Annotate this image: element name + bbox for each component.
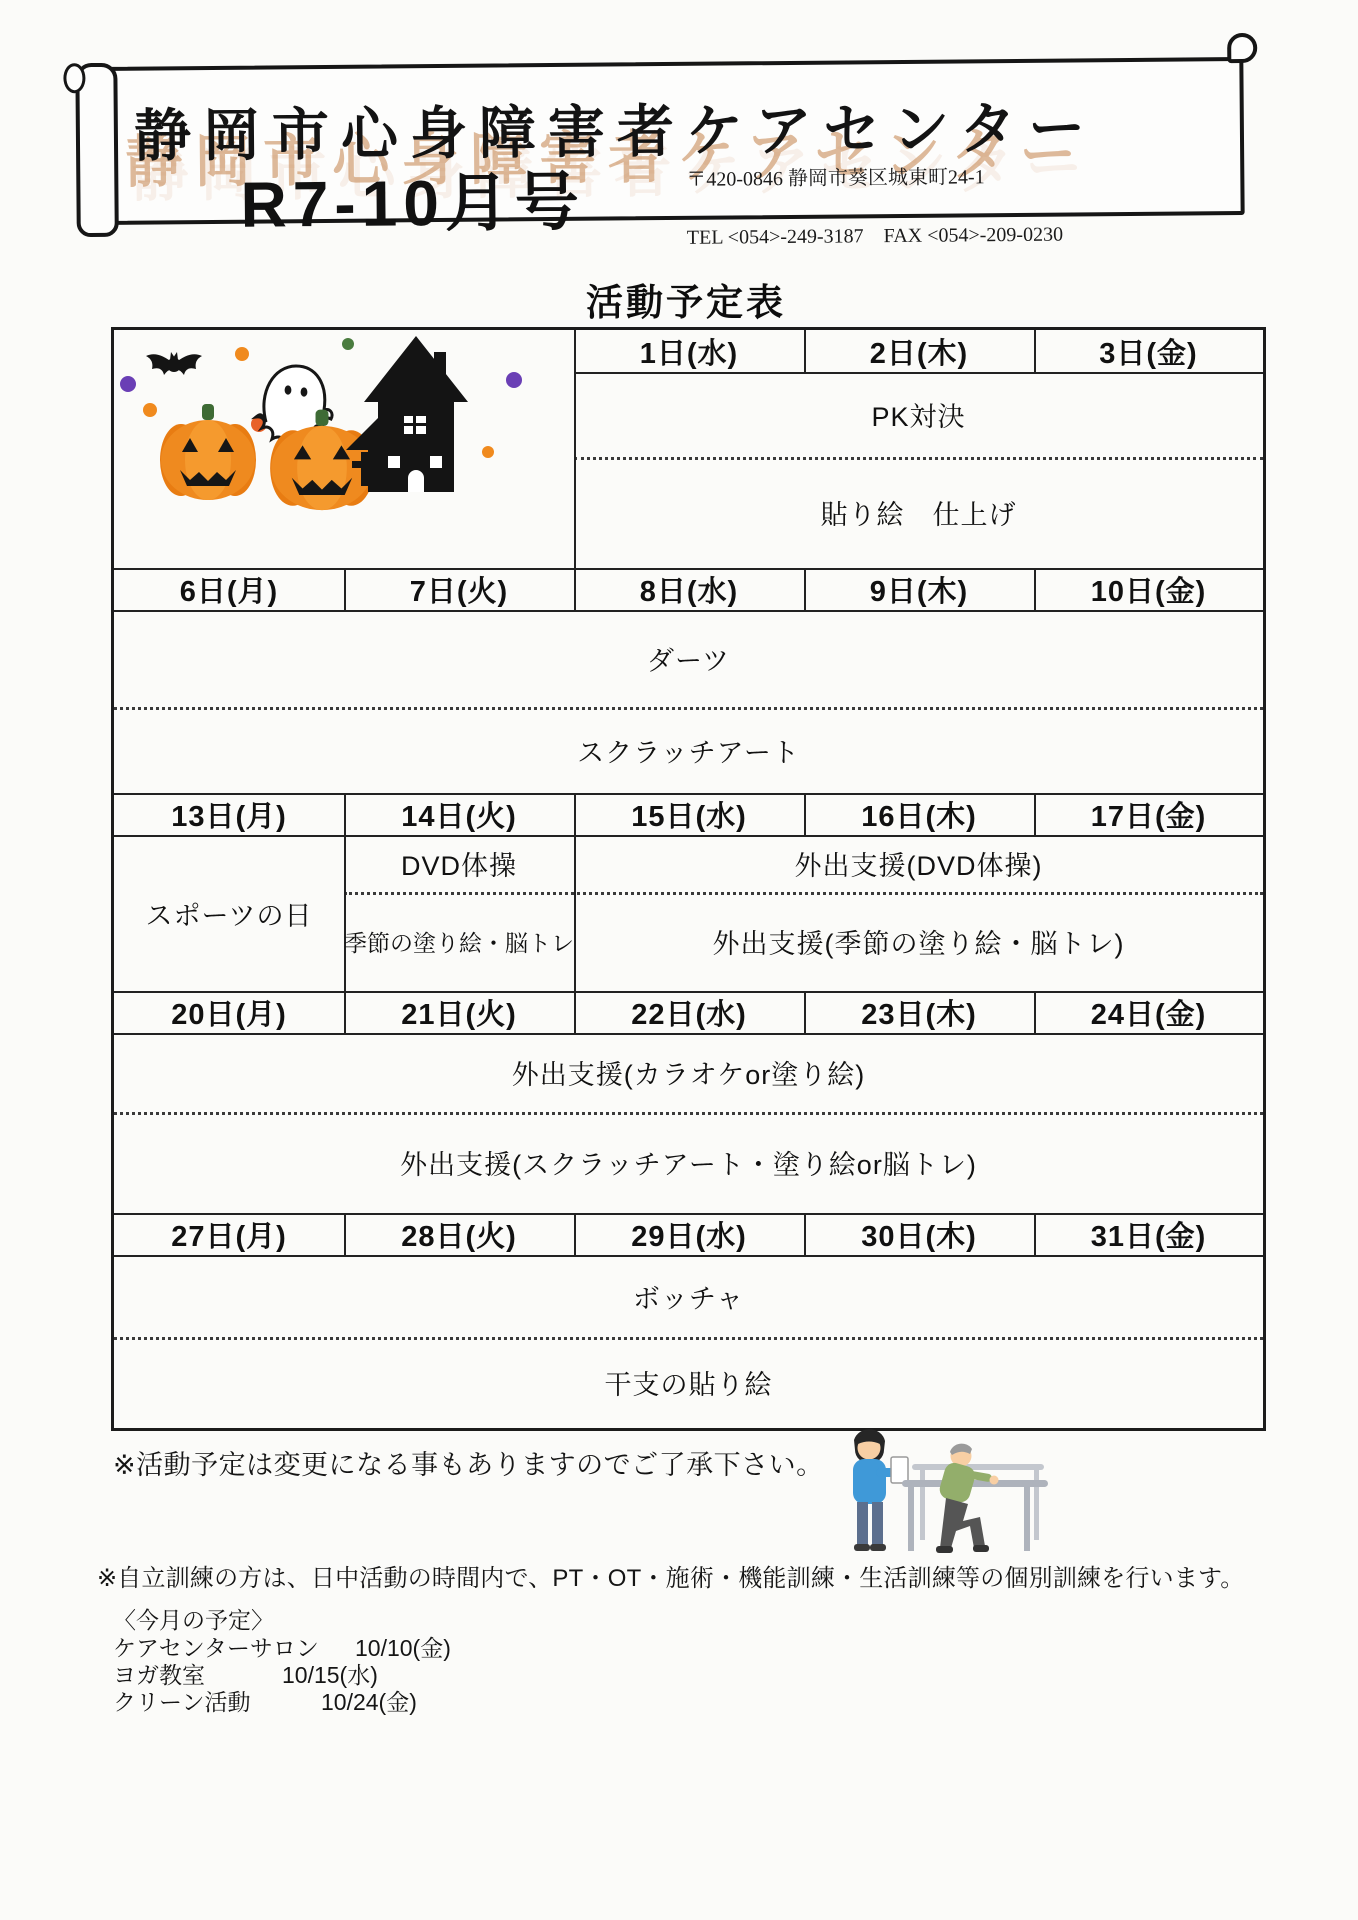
day-header-oct17: 17日(金) [1090, 800, 1207, 833]
day-header-oct10: 10日(金) [1090, 575, 1207, 608]
day-header-oct7: 7日(火) [409, 575, 509, 608]
address-block [686, 161, 1207, 253]
schedule-title: 活動予定表 [586, 282, 786, 323]
plan-item-date: 10/24(金) [321, 1689, 417, 1715]
plan-item-name: ヨガ教室 [113, 1662, 205, 1688]
day-header-oct29: 29日(水) [631, 1220, 747, 1253]
scroll-left-roll-icon [75, 63, 119, 237]
plan-item-date: 10/10(金) [355, 1635, 451, 1661]
day-header-oct13: 13日(月) [171, 800, 287, 833]
day-header-oct31: 31日(金) [1090, 1220, 1207, 1253]
monthly-plan-heading: 〈今月の予定〉 [113, 1607, 274, 1633]
activity-collage-finish: 貼り絵 仕上げ [820, 500, 1017, 530]
activity-seasonal-coloring: 季節の塗り絵・脳トレ [344, 930, 574, 956]
day-header-oct16: 16日(木) [861, 800, 977, 833]
day-header-oct3: 3日(金) [1099, 337, 1198, 370]
day-header-oct15: 15日(水) [631, 800, 747, 833]
center-title: 静岡市心身障害者ケアセンター [133, 96, 1098, 169]
activity-sports-day: スポーツの日 [145, 900, 313, 931]
day-header-oct8: 8日(水) [639, 575, 739, 608]
scroll-curl-icon [63, 63, 85, 93]
activity-outing-karaoke: 外出支援(カラオケor塗り絵) [511, 1060, 866, 1090]
activity-outing-dvd-exercise: 外出支援(DVD体操) [794, 851, 1043, 881]
scroll-top-right-curl-icon [1227, 33, 1257, 63]
monthly-plan [113, 1602, 451, 1715]
day-header-oct1: 1日(水) [639, 337, 739, 370]
tel-fax: TEL <054>-249-3187 FAX <054>-209-0230 [686, 223, 1064, 249]
postal-address: 〒420-0846 静岡市葵区城東町24-1 [686, 166, 985, 191]
plan-item-clean [113, 1684, 417, 1715]
activity-dvd-exercise: DVD体操 [400, 851, 517, 881]
day-header-oct14: 14日(火) [401, 800, 517, 833]
day-header-oct6: 6日(月) [179, 575, 279, 608]
activity-outing-seasonal-coloring: 外出支援(季節の塗り絵・脳トレ) [712, 929, 1125, 959]
day-header-oct2: 2日(木) [869, 337, 969, 370]
day-header-oct9: 9日(木) [869, 575, 969, 608]
day-header-oct28: 28日(火) [401, 1220, 517, 1253]
activity-darts: ダーツ [647, 646, 730, 676]
day-header-oct24: 24日(金) [1090, 998, 1207, 1031]
note-individual-training: ※自立訓練の方は、日中活動の時間内で、PT・OT・施術・機能訓練・生活訓練等の個別訓練を行います。 [97, 1565, 1245, 1592]
rehab-walking-clipart-icon [828, 1424, 1048, 1564]
activity-pk-battle: PK対決 [871, 402, 966, 432]
header-banner [95, 57, 1244, 249]
day-header-oct21: 21日(火) [401, 998, 517, 1031]
day-header-oct22: 22日(水) [631, 998, 747, 1031]
issue-label: R7-10月号 [240, 165, 586, 241]
plan-item-name: クリーン活動 [113, 1689, 251, 1715]
activity-scratch-art: スクラッチアート [577, 737, 800, 768]
day-header-oct30: 30日(木) [861, 1220, 977, 1253]
halloween-clipart-icon [116, 332, 566, 557]
note-schedule-change: ※活動予定は変更になる事もありますのでご了承下さい。 [113, 1450, 824, 1480]
day-header-oct27: 27日(月) [171, 1220, 287, 1253]
plan-item-salon [113, 1630, 451, 1661]
plan-item-date: 10/15(水) [282, 1662, 378, 1688]
day-header-oct23: 23日(木) [861, 998, 977, 1031]
activity-outing-scratch-art: 外出支援(スクラッチアート・塗り絵or脳トレ) [400, 1150, 977, 1180]
plan-item-yoga [113, 1657, 378, 1688]
day-header-oct20: 20日(月) [171, 998, 287, 1031]
activity-zodiac-collage: 干支の貼り絵 [604, 1370, 773, 1400]
plan-item-name: ケアセンターサロン [113, 1635, 319, 1661]
activity-boccia: ボッチャ [632, 1283, 745, 1314]
